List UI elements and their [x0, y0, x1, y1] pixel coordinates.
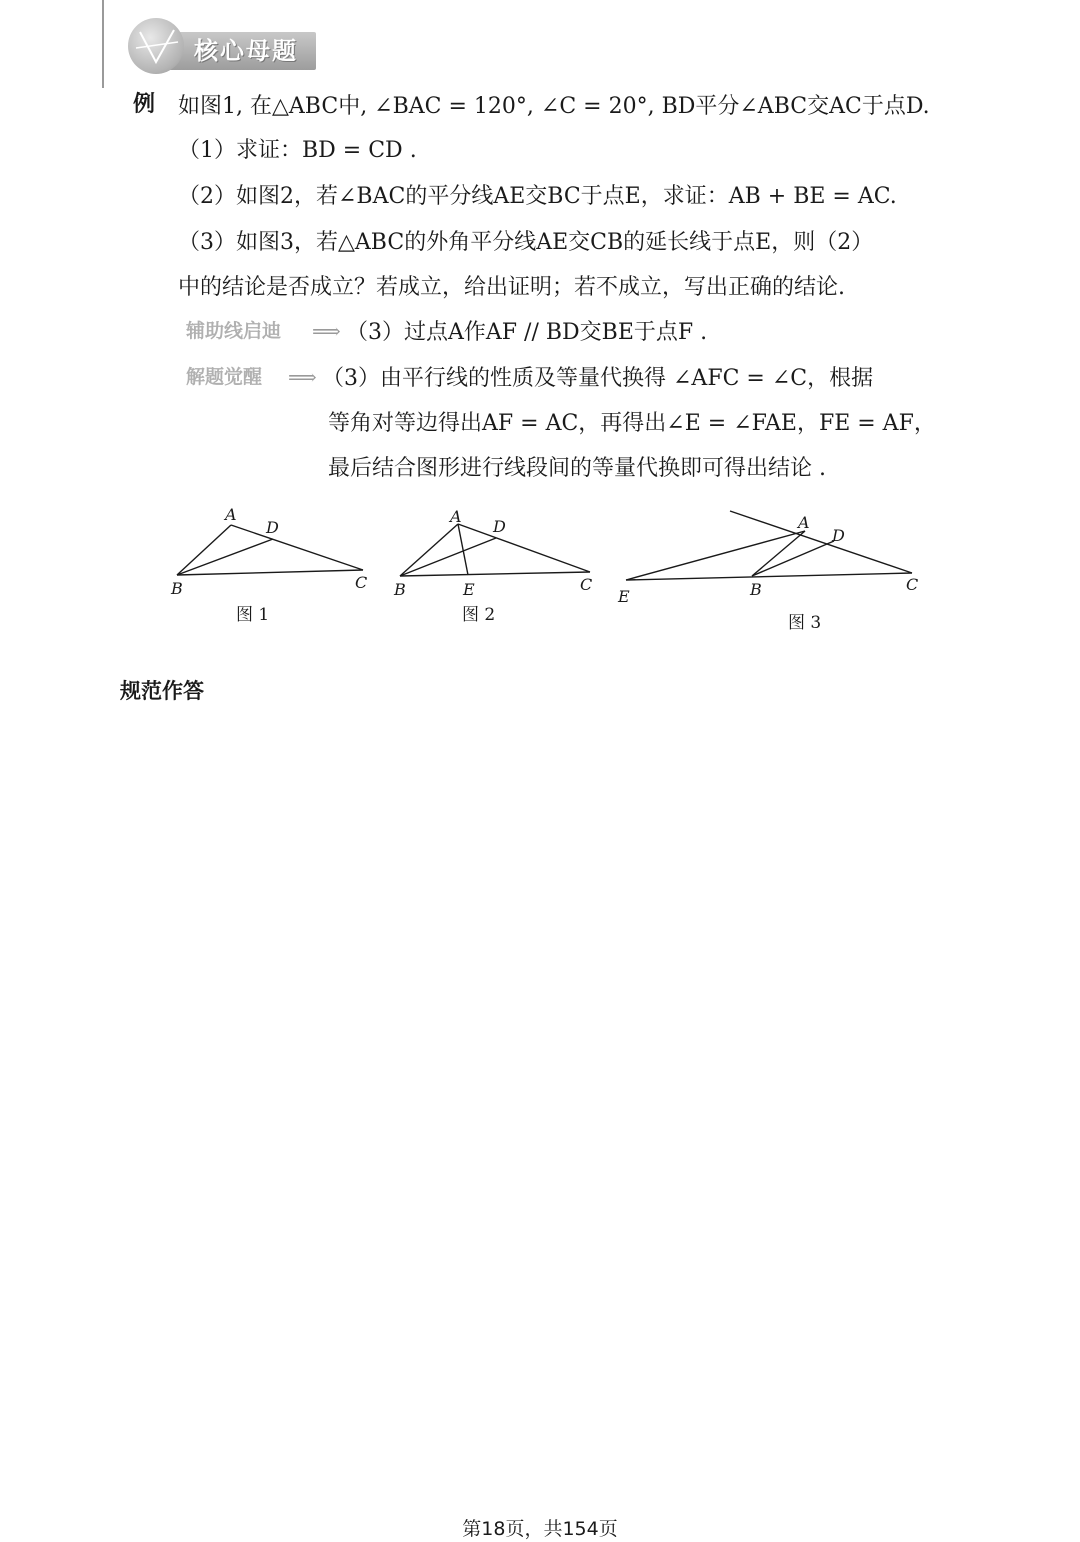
exterior-line-through-ac — [730, 511, 912, 573]
solution-hint-line-3: 最后结合图形进行线段间的等量代换即可得出结论 . — [328, 456, 826, 481]
page-footer: 第18页，共154页 — [462, 1518, 618, 1540]
point-e-label: E — [618, 587, 630, 606]
solution-hint-line-1: （3）由平行线的性质及等量代换得 ∠AFC = ∠C，根据 — [322, 366, 874, 391]
point-c-label: C — [906, 575, 919, 594]
problem-stem: 如图1, 在△ABC中, ∠BAC = 120°, ∠C = 20°, BD平分∠ABC交AC于点D. — [178, 94, 930, 119]
figure-1 — [165, 500, 385, 600]
segment-ab — [400, 524, 458, 576]
aux-line-hint-text: （3）过点A作AF // BD交BE于点F . — [346, 320, 708, 345]
problem-part-3-line-1: （3）如图3，若△ABC的外角平分线AE交CB的延长线于点E，则（2） — [178, 230, 874, 255]
point-b-label: B — [750, 580, 762, 599]
left-margin-rule — [102, 0, 104, 88]
point-c-label: C — [580, 575, 593, 594]
problem-part-3-line-2: 中的结论是否成立？若成立，给出证明；若不成立，写出正确的结论. — [178, 275, 845, 300]
point-d-label: D — [832, 526, 845, 545]
point-b-label: B — [171, 579, 183, 598]
segment-ab — [177, 525, 231, 575]
aux-line-hint-label: 辅助线启迪 — [186, 320, 282, 342]
right-arrow-icon: ⟹ — [312, 319, 341, 343]
problem-part-2: （2）如图2，若∠BAC的平分线AE交BC于点E，求证：AB + BE = AC. — [178, 184, 897, 209]
figure-1-caption: 图 1 — [236, 605, 270, 625]
segment-ec — [626, 573, 912, 580]
point-d-label: D — [493, 517, 506, 536]
segment-bc — [177, 570, 363, 575]
point-e-label: E — [463, 580, 475, 599]
figure-3-caption: 图 3 — [788, 613, 822, 633]
point-c-label: C — [355, 573, 368, 592]
point-b-label: B — [394, 580, 406, 599]
segment-ac — [458, 524, 590, 572]
segment-bd — [177, 539, 273, 575]
segment-bd — [752, 541, 834, 576]
example-label: 例 — [133, 92, 156, 117]
point-a-label: A — [450, 507, 462, 526]
solution-hint-label: 解题觉醒 — [186, 366, 263, 388]
right-arrow-icon: ⟹ — [288, 365, 317, 389]
figure-2-caption: 图 2 — [462, 605, 496, 625]
figure-2 — [390, 500, 610, 600]
segment-bd — [400, 538, 496, 576]
section-title: 核心母题 — [194, 37, 298, 65]
solution-hint-line-2: 等角对等边得出AF = AC，再得出∠E = ∠FAE，FE = AF， — [328, 411, 936, 436]
segment-bc — [400, 572, 590, 576]
section-badge — [128, 18, 316, 68]
point-a-label: A — [225, 505, 237, 524]
point-d-label: D — [266, 518, 279, 537]
figure-3 — [612, 500, 942, 610]
answer-section-title: 规范作答 — [120, 679, 204, 703]
point-a-label: A — [798, 513, 810, 532]
problem-part-1: （1）求证：BD = CD . — [178, 138, 417, 163]
segment-ea — [626, 531, 805, 580]
geometry-logo-icon — [128, 18, 184, 74]
